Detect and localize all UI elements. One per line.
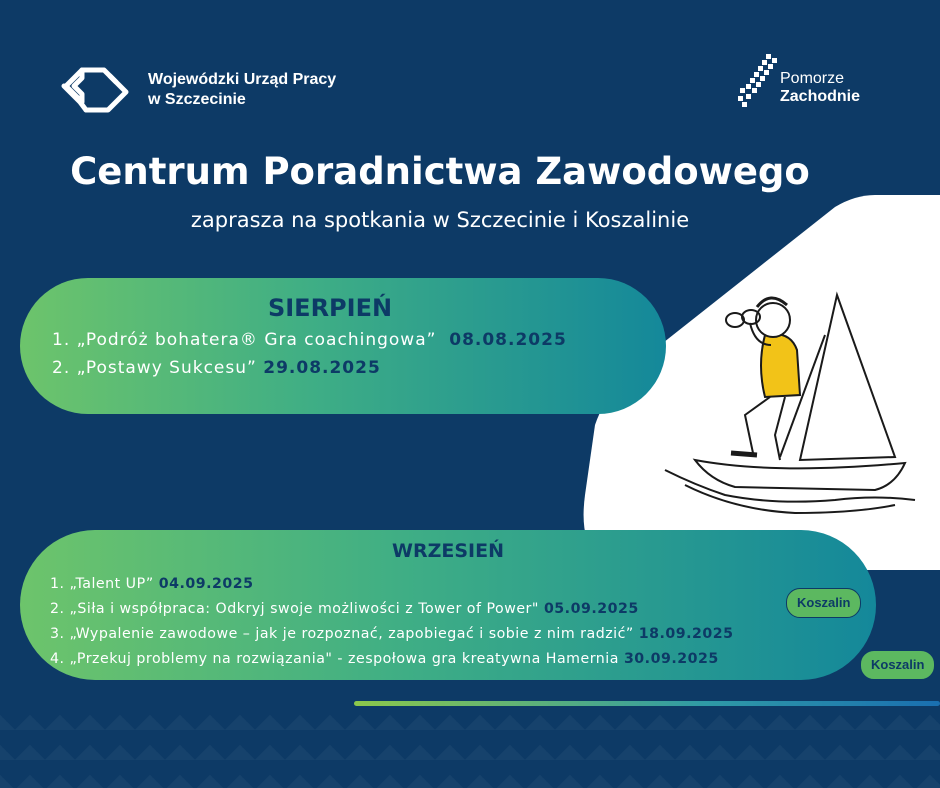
wup-logo-icon	[60, 64, 138, 116]
event-title: 1. „Talent UP”	[50, 576, 154, 592]
september-heading: WRZESIEŃ	[392, 540, 504, 562]
pomorze-zachodnie-logo	[736, 52, 860, 110]
event-date: 04.09.2025	[158, 576, 254, 592]
august-event-2	[52, 358, 381, 378]
org-name-line1: Wojewódzki Urząd Pracy	[148, 71, 337, 88]
wup-logo	[60, 64, 336, 116]
august-heading: SIERPIEŃ	[267, 294, 393, 322]
event-date: 29.08.2025	[263, 358, 381, 378]
event-title: 4. „Przekuj problemy na rozwiązania" - zespołowa gra kreatywna Hamernia	[50, 651, 619, 667]
background-pattern	[0, 700, 940, 788]
event-title: 3. „Wypalenie zawodowe – jak je rozpoznać, zapobiegać i sobie z nim radzić”	[50, 626, 634, 642]
event-date: 08.08.2025	[449, 330, 567, 350]
september-event-1	[50, 576, 254, 592]
region-name-line1: Pomorze	[780, 70, 845, 87]
september-panel	[20, 530, 876, 680]
august-event-1	[52, 330, 567, 350]
koszalin-badge-2: Koszalin	[860, 650, 935, 680]
september-event-4	[50, 651, 719, 667]
pomorze-zachodnie-logo-icon	[736, 52, 778, 110]
event-date: 05.09.2025	[543, 601, 639, 617]
koszalin-badge-1: Koszalin	[786, 588, 861, 618]
page-subtitle: zaprasza na spotkania w Szczecinie i Koszalinie	[190, 208, 690, 232]
region-name-line2: Zachodnie	[780, 88, 861, 105]
event-title: 1. „Podróż bohatera® Gra coachingowa”	[52, 330, 437, 350]
august-panel	[20, 278, 666, 414]
org-name-line2: w Szczecinie	[148, 91, 246, 108]
event-date: 30.09.2025	[623, 651, 719, 667]
page-title: Centrum Poradnictwa Zawodowego	[70, 150, 810, 193]
september-event-2	[50, 601, 639, 617]
event-title: 2. „Siła i współpraca: Odkryj swoje możliwości z Tower of Power"	[50, 601, 539, 617]
september-event-3	[50, 626, 734, 642]
event-title: 2. „Postawy Sukcesu”	[52, 358, 257, 378]
event-date: 18.09.2025	[638, 626, 734, 642]
decorative-line	[354, 701, 940, 706]
